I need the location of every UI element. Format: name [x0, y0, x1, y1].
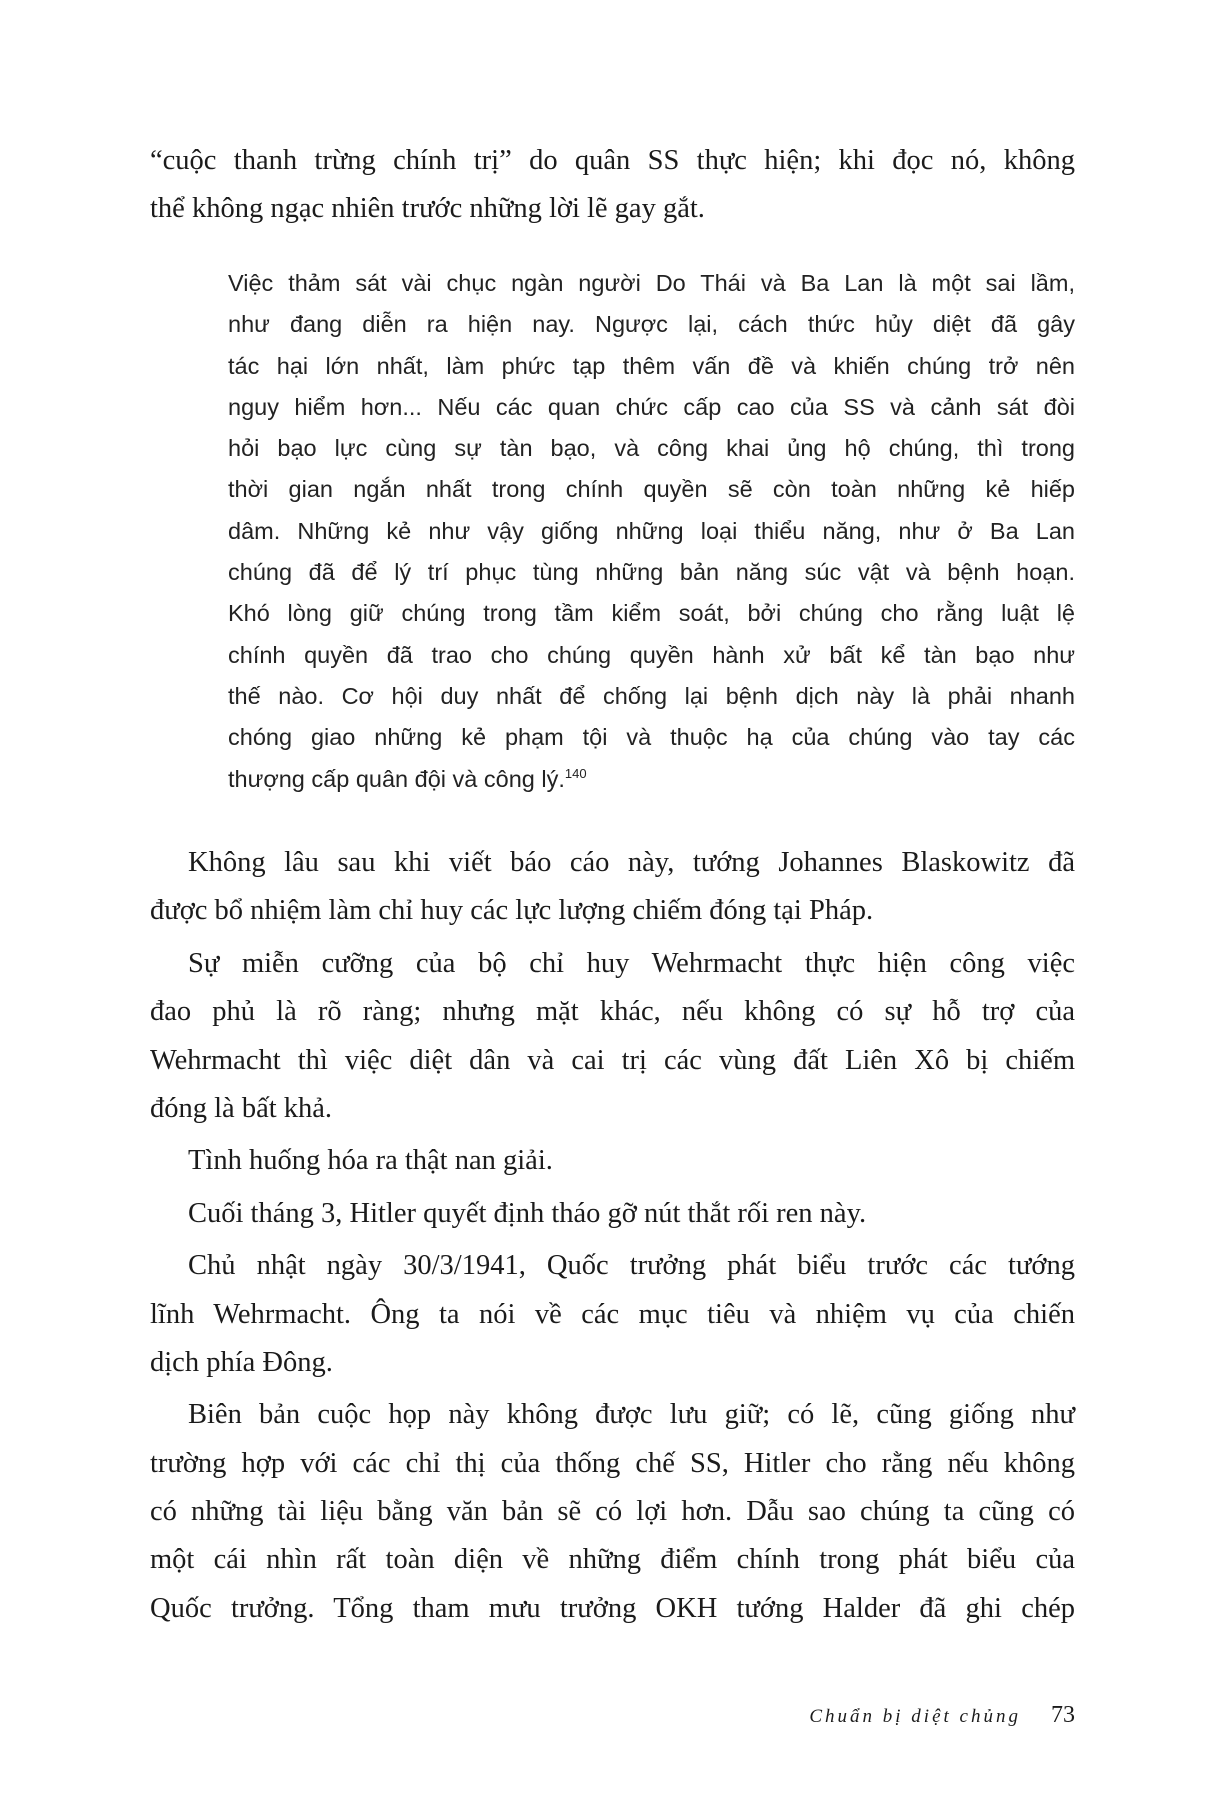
quote-line [228, 304, 1075, 345]
text-line: đao phủ là rõ ràng; nhưng mặt khác, nếu không có sự hỗ trợ của [150, 996, 1075, 1028]
text-line: Không lâu sau khi viết báo cáo này, tướng Johannes Blaskowitz đã [188, 847, 1075, 878]
quote-line [228, 511, 1075, 552]
block-quote [228, 263, 1075, 800]
quote-line-text: thượng cấp quân đội và công lý. [228, 765, 565, 792]
quote-line-text: Khó lòng giữ chúng trong tầm kiểm soát, bởi chúng cho rằng luật lệ [228, 600, 1075, 627]
text-line: Wehrmacht thì việc diệt dân và cai trị các vùng đất Liên Xô bị chiếm [150, 1044, 1075, 1076]
page-footer [809, 1700, 1075, 1730]
paragraph [150, 1391, 1075, 1633]
text-line: lĩnh Wehrmacht. Ông ta nói về các mục tiêu và nhiệm vụ của chiến [150, 1298, 1075, 1330]
text-line: đóng là bất khả. [150, 1092, 333, 1124]
quote-line [228, 346, 1075, 387]
text-line: Tình huống hóa ra thật nan giải. [188, 1145, 553, 1177]
quote-line-text: chính quyền đã trao cho chúng quyền hành xử bất kể tàn bạo như [228, 641, 1075, 668]
quote-line [228, 635, 1075, 676]
body-text [150, 839, 1075, 1637]
text-line: dịch phía Đông. [150, 1346, 333, 1378]
text-line: Cuối tháng 3, Hitler quyết định tháo gỡ nút thắt rối ren này. [188, 1197, 867, 1229]
quote-line [228, 759, 1075, 800]
quote-line-text: nguy hiểm hơn... Nếu các quan chức cấp cao của SS và cảnh sát đòi [228, 393, 1075, 420]
paragraph [150, 839, 1075, 936]
text-line: Quốc trưởng. Tổng tham mưu trưởng OKH tướng Halder đã ghi chép [150, 1592, 1075, 1624]
text-line: Sự miễn cưỡng của bộ chỉ huy Wehrmacht thực hiện công việc [188, 947, 1075, 979]
text-line: có những tài liệu bằng văn bản sẽ có lợi hơn. Dẫu sao chúng ta cũng có [150, 1496, 1075, 1528]
text-line: Biên bản cuộc họp này không được lưu giữ; có lẽ, cũng giống như [188, 1399, 1075, 1431]
footnote-marker: 140 [564, 765, 587, 781]
quote-line [228, 428, 1075, 469]
text-line: một cái nhìn rất toàn diện về những điểm chính trong phát biểu của [150, 1544, 1075, 1576]
quote-line-text: như đang diễn ra hiện nay. Ngược lại, cách thức hủy diệt đã gây [228, 311, 1075, 338]
running-title: Chuẩn bị diệt chủng [809, 1706, 1021, 1727]
quote-line-text: dâm. Những kẻ như vậy giống những loại thiểu năng, như ở Ba Lan [228, 517, 1075, 544]
quote-line [228, 717, 1075, 758]
quote-line [228, 593, 1075, 634]
quote-line-text: chóng giao những kẻ phạm tội và thuộc hạ của chúng vào tay các [228, 724, 1075, 751]
quote-line-text: Việc thảm sát vài chục ngàn người Do Thái và Ba Lan là một sai lầm, [228, 270, 1075, 296]
quote-line-text: thế nào. Cơ hội duy nhất để chống lại bệnh dịch này là phải nhanh [228, 682, 1075, 709]
opening-paragraph [150, 137, 1075, 234]
quote-line [228, 552, 1075, 593]
quote-line [228, 263, 1075, 304]
quote-line [228, 387, 1075, 428]
page-number: 73 [1051, 1702, 1075, 1728]
quote-line-text: hỏi bạo lực cùng sự tàn bạo, và công khai ủng hộ chúng, thì trong [228, 435, 1075, 462]
quote-line [228, 676, 1075, 717]
text-line: “cuộc thanh trừng chính trị” do quân SS thực hiện; khi đọc nó, không [150, 145, 1075, 176]
text-line: thể không ngạc nhiên trước những lời lẽ gay gắt. [150, 193, 705, 225]
text-line: được bổ nhiệm làm chỉ huy các lực lượng chiếm đóng tại Pháp. [150, 895, 874, 927]
quote-line-text: tác hại lớn nhất, làm phức tạp thêm vấn đề và khiến chúng trở nên [228, 352, 1075, 379]
paragraph [150, 1242, 1075, 1387]
quote-line-text: thời gian ngắn nhất trong chính quyền sẽ còn toàn những kẻ hiếp [228, 476, 1075, 503]
text-line: trường hợp với các chỉ thị của thống chế SS, Hitler cho rằng nếu không [150, 1447, 1075, 1479]
quote-line-text: chúng đã để lý trí phục tùng những bản năng súc vật và bệnh hoạn. [228, 559, 1075, 586]
paragraph [150, 1137, 1075, 1185]
paragraph [150, 1190, 1075, 1238]
quote-line [228, 469, 1075, 510]
paragraph [150, 940, 1075, 1134]
text-line: Chủ nhật ngày 30/3/1941, Quốc trưởng phát biểu trước các tướng [188, 1250, 1075, 1282]
